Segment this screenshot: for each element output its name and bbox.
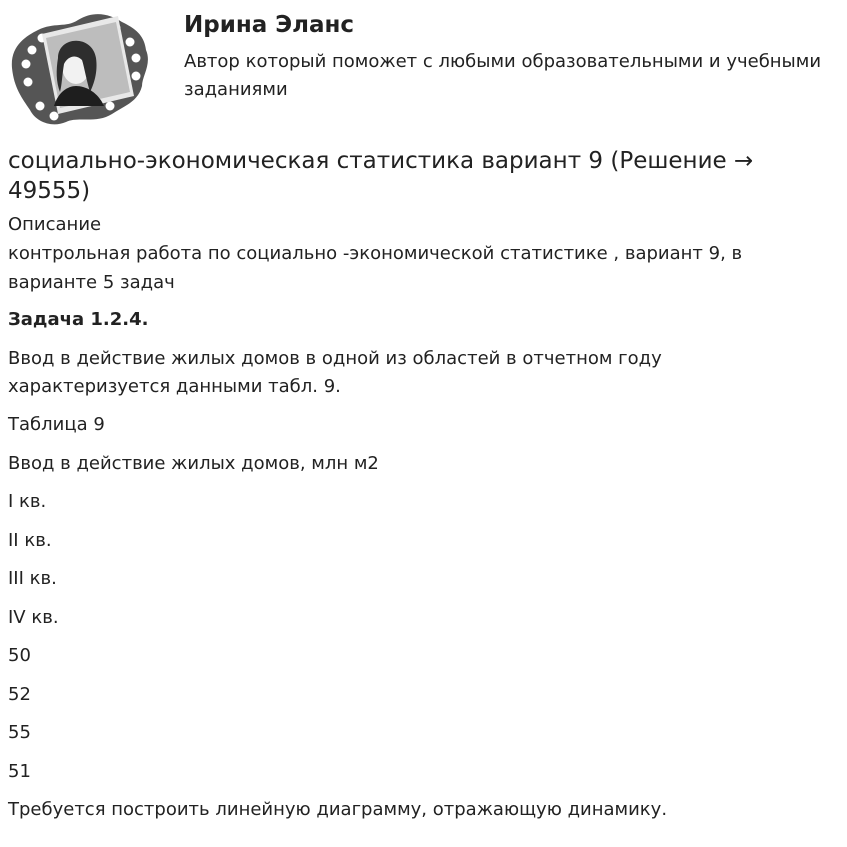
quarter-label: IV кв. [8,606,59,628]
description-label: Описание [8,214,102,235]
document-content [8,146,828,835]
quarter-label: III кв. [8,568,57,589]
quarter-value: 51 [8,760,31,782]
table-caption: Таблица 9 [8,414,105,435]
author-description: Автор который поможет с любыми образовательными и учебными заданиями [184,51,822,100]
quarter-value: 50 [8,645,31,666]
table-header: Ввод в действие жилых домов, млн м2 [8,452,379,474]
task-heading: Задача 1.2.4. [8,309,149,330]
author-name[interactable]: Ирина Эланс [184,12,355,38]
page-title: социально-экономическая статистика вариант 9 (Решение → 49555) [8,148,754,204]
requirement-text: Требуется построить линейную диаграмму, отражающую динамику. [8,799,668,820]
quarter-value: 52 [8,683,31,705]
description-text: контрольная работа по социально -экономической статистике , вариант 9, в варианте 5 задач [8,243,743,293]
author-card [0,0,847,140]
quarter-value: 55 [8,722,31,743]
quarter-label: II кв. [8,529,52,551]
author-avatar [6,6,152,128]
task-text: Ввод в действие жилых домов в одной из областей в отчетном году характеризуется данными табл. 9. [8,347,662,397]
quarter-label: I кв. [8,491,47,512]
